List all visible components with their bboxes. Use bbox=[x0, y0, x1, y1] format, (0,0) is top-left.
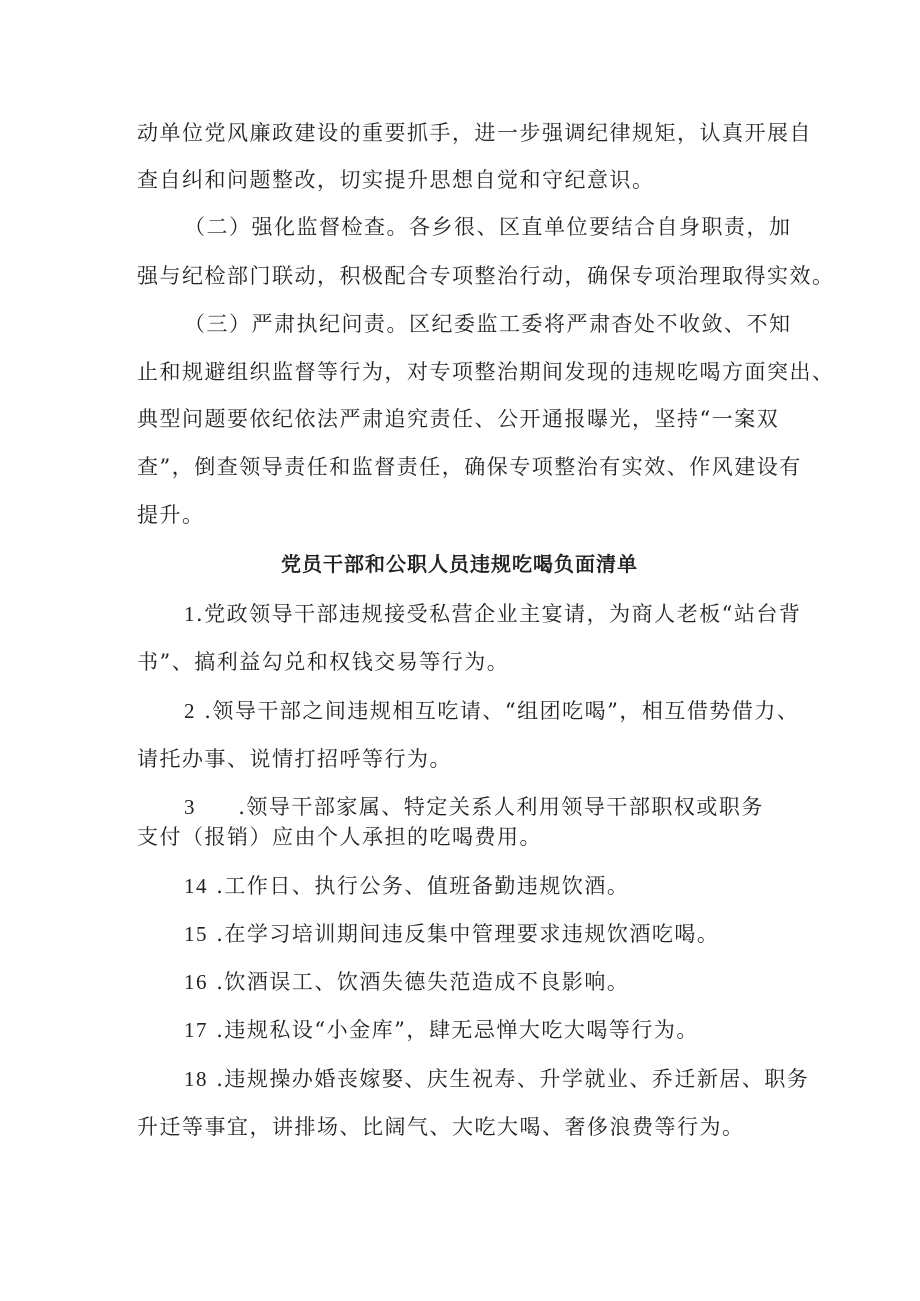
item-text-continued: 升迁等事宜，讲排场、比阔气、大吃大喝、奢侈浪费等行为。 bbox=[137, 1115, 745, 1139]
item-number: 14 bbox=[184, 874, 208, 898]
item-text-continued: 支付（报销）应由个人承担的吃喝费用。 bbox=[137, 825, 542, 849]
item-text: .工作日、执行公务、值班备勤违规饮酒。 bbox=[216, 874, 630, 898]
item-number: 3 bbox=[184, 795, 196, 819]
section-heading-3: （三）严肃执纪问责。区纪委监工委将严肃杳处不收敛、不知 bbox=[184, 312, 792, 336]
list-item bbox=[184, 920, 719, 948]
item-text: .违规私设“小金库”，肆无忌惮大吃大喝等行为。 bbox=[216, 1018, 699, 1042]
item-text: .领导干部之间违规相互吃请、“组团吃喝”，相互借势借力、 bbox=[204, 699, 800, 723]
paragraph-line: 查自纠和问题整改，切实提升思想自觉和守纪意识。 bbox=[137, 168, 655, 192]
item-number: 17 bbox=[184, 1018, 208, 1042]
list-item bbox=[184, 1065, 809, 1093]
item-text: .饮酒误工、饮酒失德失范造成不良影响。 bbox=[216, 970, 630, 994]
list-item bbox=[184, 600, 801, 628]
item-text: .在学习培训期间违反集中管理要求违规饮酒吃喝。 bbox=[216, 922, 720, 946]
item-number: 2 bbox=[184, 699, 196, 723]
section-heading-2: （二）强化监督检查。各乡很、区直单位要结合自身职责，加 bbox=[184, 215, 792, 239]
list-item bbox=[184, 697, 799, 725]
item-number: 16 bbox=[184, 970, 208, 994]
paragraph-line: 查”，倒查领导责任和监督责任，确保专项整治有实效、作风建设有 bbox=[137, 455, 802, 479]
item-text-continued: 请托办事、说情打招呼等行为。 bbox=[137, 747, 452, 771]
list-item bbox=[184, 1016, 699, 1044]
list-item bbox=[184, 872, 629, 900]
list-title: 党员干部和公职人员违规吃喝负面清单 bbox=[281, 552, 638, 576]
paragraph-line: 典型问题要依纪依法严肃追究责任、公开通报曝光，坚持“一案双 bbox=[137, 407, 780, 431]
item-number: 18 bbox=[184, 1067, 208, 1091]
paragraph-line: 动单位党风廉政建设的重要抓手，进一步强调纪律规矩，认真开展自 bbox=[137, 121, 812, 145]
item-text: .领导干部家属、特定关系人利用领导干部职权或职务 bbox=[238, 795, 764, 819]
item-number: 15 bbox=[184, 922, 208, 946]
paragraph-line: 强与纪检部门联动，积极配合专项整治行动，确保专项治理取得实效。 bbox=[137, 264, 835, 288]
item-text: .党政领导干部违规接受私营企业主宴请，为商人老板“站台背 bbox=[196, 602, 802, 626]
item-number: 1 bbox=[184, 602, 196, 626]
list-item bbox=[184, 968, 629, 996]
item-text-continued: 书”、搞利益勾兑和权钱交易等行为。 bbox=[137, 650, 510, 674]
paragraph-line: 止和规避组织监督等行为，对专项整治期间发现的违规吃喝方面突出、 bbox=[137, 360, 835, 384]
list-item bbox=[184, 793, 764, 821]
paragraph-line: 提升。 bbox=[137, 503, 205, 527]
item-text: .违规操办婚丧嫁娶、庆生祝寿、升学就业、乔迁新居、职务 bbox=[216, 1067, 810, 1091]
